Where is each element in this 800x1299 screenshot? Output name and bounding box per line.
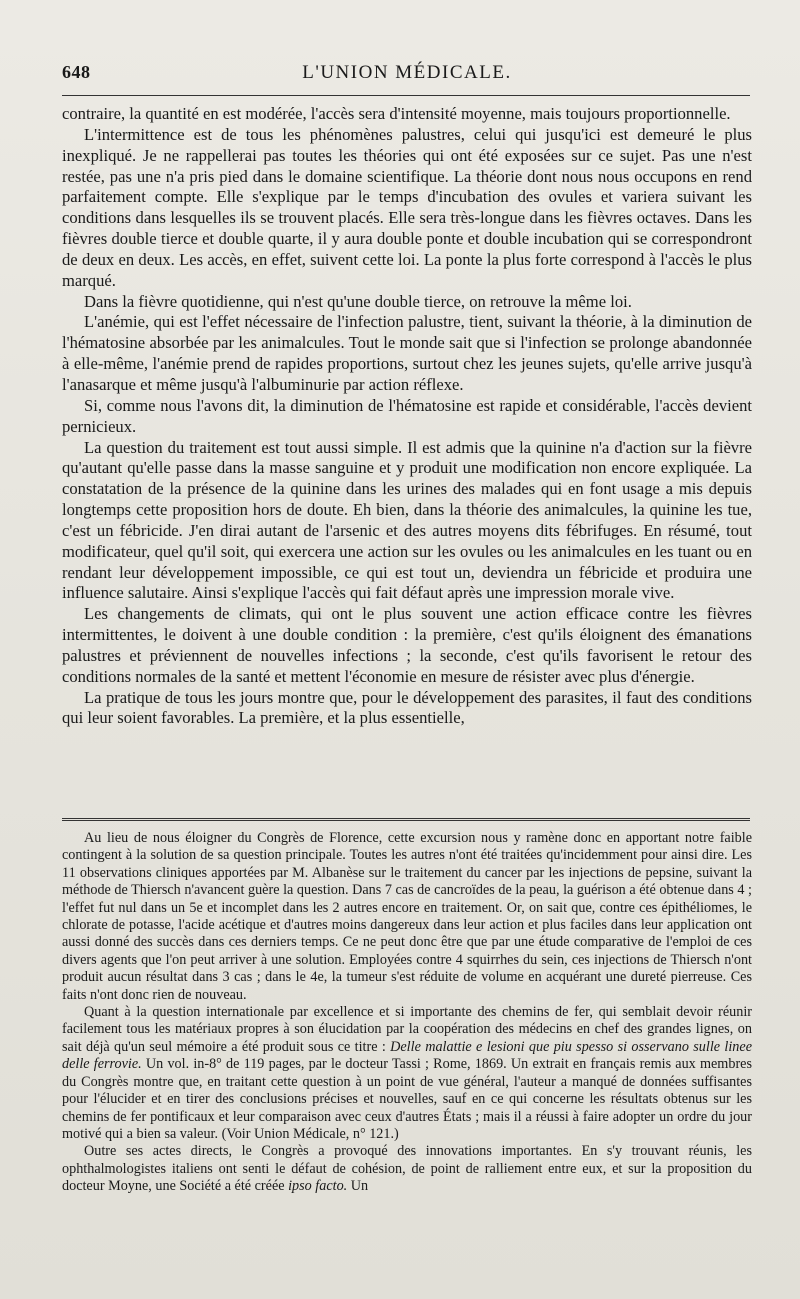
paragraph: L'intermittence est de tous les phénomènes palustres, celui qui jusqu'ici est demeuré le plus inexpliqué. Je ne rappellerai pas toutes les théories qui ont été exposées sur ce sujet. Pas une n'est restée, pas une n'a pris pied dans le domaine scientifique. La théorie dont nous nous occupons en rend parfaitement compte. Elle s'explique par le temps d'incubation des ovules et variera suivant les conditions dans lesquelles ils se trouvent placés. Elle sera très-longue dans les fièvres octaves. Dans les fièvres double tierce et double quarte, il y aura double ponte et double incubation qui se correspondront de deux en deux. Les accès, en effet, suivent cette loi. La ponte la plus forte correspond à l'accès le plus marqué. [62,124,752,290]
note-text: Outre ses actes directs, le Congrès a provoqué des innovations importantes. En s'y trouvant réunis, les ophthalmologistes italiens ont senti le défaut de cohésion, de point de ralliement entre eux, et sur la proposition du docteur Moyne, une Société a été créée [62,1143,752,1195]
note-italic-latin: ipso facto. [288,1178,348,1195]
note-paragraph: Au lieu de nous éloigner du Congrès de Florence, cette excursion nous y ramène donc en apportant notre faible contingent à la solution de sa question principale. Toutes les autres n'ont été traitées qu'incidemment pour ainsi dire. Les 11 observations cliniques apportées par M. Albanèse sur le traitement du cancer par les injections de pepsine, suivant la méthode de Thiersch n'avancent guère la question. Dans 7 cas de cancroïdes de la peau, la guérison a été obtenue dans 4 ; l'effet fut nul dans un 5e et incomplet dans les 2 autres encore en traitement. Or, on sait que, contre ces épithéliomes, le chlorate de potasse, l'acide acétique et d'autres moins dangereux dans leur action et plus faciles dans leur application ont aussi donné des succès dans ces derniers temps. Ce ne peut donc être que par une étude comparative de l'emploi de ces divers agents que l'on peut arriver à une solution. Employées contre 4 squirrhes du sein, ces injections de Thiersch n'ont produit aucun résultat dans 3 cas ; dans le 4e, la tumeur s'est réduite de volume en acquérant une dureté pierreuse. Ces faits n'ont donc rien de nouveau. [62,830,752,1003]
header-rule [62,95,750,96]
paragraph: Si, comme nous l'avons dit, la diminution de l'hématosine est rapide et considérable, l'accès devient pernicieux. [62,395,752,436]
paragraph: La question du traitement est tout aussi simple. Il est admis que la quinine n'a d'action sur la fièvre qu'autant qu'elle passe dans la masse sanguine et y produit une modification non encore expliquée. La constatation de la présence de la quinine dans les urines des malades qui en font usage a mis depuis longtemps cette proposition hors de doute. Eh bien, dans la théorie des animalcules, la quinine les tue, c'est un fébricide. J'en dirai autant de l'arsenic et des autres moyens dits fébrifuges. En résumé, tout modificateur, quel qu'il soit, qui exercera une action sur les ovules ou les animalcules en les tuant ou en rendant leur développement impossible, ce qui est tout un, deviendra un fébricide et produira une influence salutaire. Ainsi s'explique l'accès qui fait défaut après une impression morale vive. [62,437,752,603]
page-header [62,62,752,90]
page-number: 648 [62,62,91,82]
journal-title: L'UNION MÉDICALE. [302,62,512,83]
paragraph: L'anémie, qui est l'effet nécessaire de l'infection palustre, tient, suivant la théorie, à la diminution de l'hématosine absorbée par les animalcules. Tout le monde sait que si l'infection se prolonge abandonnée à elle-même, l'anémie prend de rapides proportions, surtout chez les jeunes sujets, qu'elle arrive jusqu'à l'anasarque et même jusqu'à l'albuminurie par action réflexe. [62,312,752,394]
footnote-rule [62,818,750,821]
note-paragraph [62,1004,752,1143]
note-text: Un vol. in-8° de 119 pages, par le docteur Tassi ; Rome, 1869. Un extrait en français remis aux membres du Congrès montre que, en traitant cette question à un point de vue général, l'auteur a manqué de données suffisantes pour l'élucider et en tirer des conclusions précises et nouvelles, sauf en ce qui concerne les résultats obtenus sur les chemins de fer pontificaux et leur comparaison avec ceux d'autres États ; mais il a réussi à faire adopter un ordre du jour motivé qui a bien sa valeur. (Voir Union Médicale, n° 121.) [62,1056,752,1142]
main-text [62,104,752,729]
note-paragraph [62,1143,752,1195]
note-text: Quant à la question internationale par excellence et si importante des chemins de fer, qui semblait devoir réunir facilement tous les matériaux propres à son élucidation par la coopération des médecins en chef des grandes lignes, on sait déjà qu'un seul mémoire a été produit sous ce titre : [62,1004,752,1055]
paragraph: Dans la fièvre quotidienne, qui n'est qu'une double tierce, on retrouve la même loi. [84,291,632,311]
feuilleton-text [62,830,752,1196]
paragraph: contraire, la quantité en est modérée, l'accès sera d'intensité moyenne, mais toujours proportionnelle. [62,104,731,123]
paragraph: La pratique de tous les jours montre que, pour le développement des parasites, il faut des conditions qui leur soient favorables. La première, et la plus essentielle, [62,687,752,728]
paragraph: Les changements de climats, qui ont le plus souvent une action efficace contre les fièvres intermittentes, le doivent à une double condition : la première, c'est qu'ils éloignent des émanations palustres et préviennent de nouvelles infections ; la seconde, c'est qu'ils favorisent le retour des conditions normales de la santé et mettent l'économie en mesure de résister avec plus d'énergie. [62,604,752,686]
note-italic-title: Delle malattie e lesioni que piu spesso si osservano sulle linee delle ferrovie. [62,1038,752,1073]
note-text: Un [347,1178,369,1195]
